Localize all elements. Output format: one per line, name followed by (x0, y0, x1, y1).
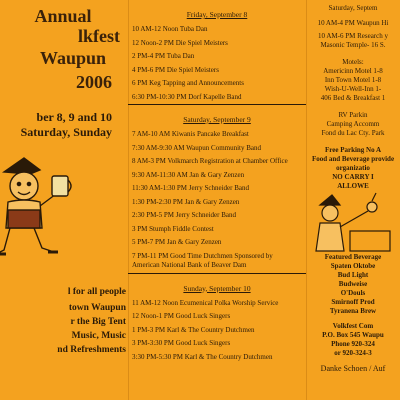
info-panel (306, 0, 400, 400)
beverage-line: Budweise (338, 280, 368, 288)
motel-item: Inn Town Motel 1-8 (324, 76, 382, 84)
notice-line: Free Parking No A (324, 146, 382, 154)
contact-line: P.O. Box 545 Waupu (322, 331, 384, 339)
saturday-item: 7 AM-10 AM Kiwanis Pancake Breakfast (132, 130, 249, 138)
tagline-1: l for all people (67, 287, 126, 297)
beverage-line: Smirnoff Prod (331, 298, 375, 306)
friday-item: 12 Noon-2 PM Die Spiel Meisters (132, 38, 228, 47)
friday-item: 10 AM-12 Noon Tuba Dan (132, 25, 208, 33)
motel-item: Americinn Motel 1-8 (323, 67, 383, 75)
saturday-item: 3 PM Stumph Fiddle Contest (132, 224, 214, 233)
rv-line: RV Parkin (338, 111, 368, 119)
title-line-2: lkfest (78, 26, 120, 46)
saturday-item: 5 PM-7 PM Jan & Gary Zenzen (132, 238, 222, 246)
info-line: 10 AM-4 PM Waupun Hi (317, 19, 389, 27)
tagline-3: r the Big Tent (70, 317, 126, 327)
info-line: 10 AM-6 PM Research y (318, 32, 388, 40)
title-line-4: 2006 (76, 72, 112, 92)
sunday-heading: Sunday, September 10 (183, 283, 251, 293)
saturday-item: 2:30 PM-5 PM Jerry Schneider Band (132, 211, 237, 219)
saturday-item: 8 AM-3 PM Volkmarch Registration at Chamber Office (132, 157, 288, 165)
beverage-line: Featured Beverage (324, 253, 382, 261)
friday-heading: Friday, September 8 (186, 10, 248, 19)
divider (128, 273, 306, 274)
info-line: Saturday, Septem (328, 4, 378, 12)
sunday-item: 12 Noon-1 PM Good Luck Singers (132, 312, 231, 320)
title-line-1: Annual (34, 6, 92, 26)
footer-text: Danke Schoen / Auf (320, 364, 386, 373)
beverage-line: Spaten Oktobe (330, 262, 376, 270)
friday-item: 6 PM Keg Tapping and Announcements (132, 79, 244, 87)
tagline-5: nd Refreshments (57, 345, 126, 355)
saturday-heading: Saturday, September 9 (183, 115, 251, 124)
notice-line: NO CARRY I (332, 173, 374, 181)
saturday-item: 7:30 AM-9:30 AM Waupun Community Band (132, 143, 262, 152)
beverage-line: O'Douls (340, 289, 366, 297)
motel-item: 406 Bed & Breakfast 1 (320, 94, 386, 102)
saturday-item: 9:30 AM-11:30 AM Jan & Gary Zenzen (132, 170, 245, 179)
sunday-item: 3:30 PM-5:30 PM Karl & The Country Dutchmen (132, 352, 273, 361)
sunday-item: 1 PM-3 PM Karl & The Country Dutchmen (132, 325, 255, 334)
saturday-item: 11:30 AM-1:30 PM Jerry Schneider Band (132, 184, 249, 192)
schedule-panel (128, 0, 306, 400)
saturday-item: 7 PM-11 PM Good Time Dutchmen Sponsored by American National Bank of Beaver Dam (132, 251, 273, 269)
motel-item: Wish-U-Well-Inn 1- (324, 85, 382, 93)
rv-line: Camping Accomm (326, 120, 380, 128)
sunday-item: 3 PM-3:30 PM Good Luck Singers (132, 339, 231, 347)
cover-panel (0, 0, 128, 400)
tagline-2: town Waupun (68, 303, 126, 313)
beverage-line: Bud Light (337, 271, 369, 279)
friday-item: 2 PM-4 PM Tuba Dan (132, 52, 195, 60)
beverage-line: Tyranena Brew (329, 307, 377, 315)
divider (128, 104, 306, 105)
sunday-item: 11 AM-12 Noon Ecumenical Polka Worship Service (132, 298, 279, 307)
saturday-item: 1:30 PM-2:30 PM Jan & Gary Zenzen (132, 197, 240, 206)
friday-item: 6:30 PM-10:30 PM Dorf Kapelle Band (132, 92, 242, 101)
friday-item: 4 PM-6 PM Die Spiel Meisters (132, 65, 219, 74)
contact-line: Phone 920-324 (331, 340, 375, 348)
dates-line-2: Saturday, Sunday (20, 125, 112, 139)
notice-line: Food and Beverage provide (311, 155, 395, 163)
tagline-4: Music, Music (71, 331, 126, 341)
contact-line: Volkfest Com (332, 322, 374, 330)
title-line-3: Waupun (39, 48, 106, 68)
motels-heading: Motels: (342, 58, 364, 66)
dates-line-1: ber 8, 9 and 10 (36, 110, 112, 124)
notice-line: organizatio (336, 164, 370, 172)
waiter-illustration (306, 191, 400, 253)
mascot-illustration (0, 150, 76, 270)
rv-line: Fond du Lac Cty. Park (321, 129, 385, 137)
notice-line: ALLOWE (337, 182, 369, 190)
contact-line: or 920-324-3 (334, 349, 372, 357)
info-line: Masonic Temple- 16 S. (320, 41, 386, 49)
